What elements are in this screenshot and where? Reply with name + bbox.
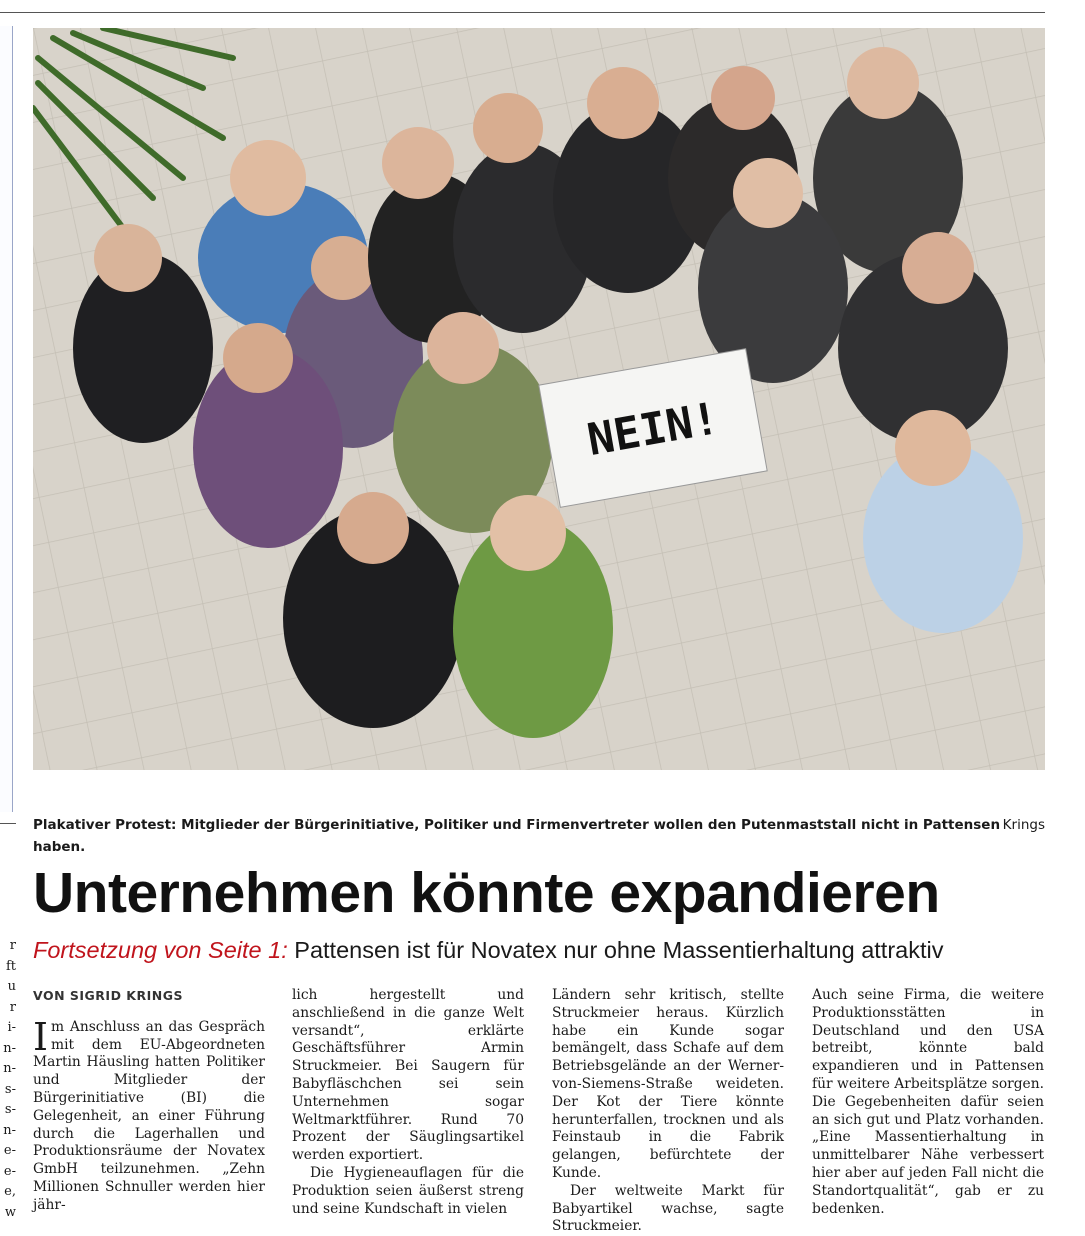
article-column-3: [552, 987, 784, 1236]
adjacent-column-text: r ft u r i- n- n- s- s- n- e- e- e, w: [3, 938, 16, 1220]
adjacent-column-box: [0, 26, 13, 812]
article-column-4: [812, 987, 1044, 1218]
group-photo-illustration: [33, 28, 1045, 770]
article-column-1: [33, 987, 265, 1215]
headline: Unternehmen könnte expandieren: [33, 861, 940, 925]
subheadline: [33, 933, 943, 967]
caption-text: Plakativer Protest: Mitglieder der Bürgerinitiative, Politiker und Firmenvertreter wollen den Putenmaststall nicht in Pattensen haben.: [33, 817, 1001, 855]
drop-cap: I: [33, 1014, 49, 1059]
paragraph: Die Hygieneauflagen für die Produktion seien äußerst streng und seine Kundschaft in vielen: [292, 1164, 524, 1217]
article-column-2: [292, 987, 524, 1218]
group-photo: [33, 28, 1045, 770]
author-byline: VON SIGRID KRINGS: [33, 988, 183, 1003]
paragraph: Der weltweite Markt für Babyartikel wachse, sagte Struckmeier.: [552, 1182, 784, 1235]
sign-text: NEIN!: [583, 392, 723, 467]
subheadline-text: Pattensen ist für Novatex nur ohne Massentierhaltung attraktiv: [294, 937, 944, 963]
photo-caption: [33, 814, 1045, 855]
adjacent-column-rule: [0, 823, 16, 824]
paragraph: lich hergestellt und anschließend in die ganze Welt versandt“, erklärte Geschäftsführer Armin Struckmeier. Bei Saugern für Babyfläschchen sei sein Unternehmen sogar Weltmarktführer. Rund 70 Prozent der Säuglingsartikel werden exportiert.: [292, 987, 524, 1164]
photo-credit: Krings: [1002, 817, 1045, 833]
paragraph: Ländern sehr kritisch, stellte Struckmeier heraus. Kürzlich habe ein Kunde sogar bemängelt, dass Schafe auf dem Betriebsgelände an der Werner-von-Siemens-Straße weideten. Der Kot der Tiere könnte herunterfallen, trocknen und als Feinstaub in die Fabrik gelangen, befürchtete der Kunde.: [552, 987, 784, 1181]
paragraph: Im Anschluss an das Gespräch mit dem EU-Abgeordneten Martin Häusling hatten Politiker und Mitglieder der Bürgerinitiative (BI) die Gelegenheit, an einer Führung durch die Lagerhallen und Produktionsräume der Novatex GmbH teilzunehmen. „Zehn Millionen Schnuller werden hier jähr-: [33, 1014, 265, 1213]
paragraph: Auch seine Firma, die weitere Produktionsstätten in Deutschland und den USA betreibt, könnte bald expandieren und in Pattensen für weitere Arbeitsplätze sorgen. Die Gegebenheiten dafür seien an sich gut und Platz vorhanden. „Eine Massentierhaltung in unmittelbarer Nähe verbessert hier aber auf jeden Fall nicht die Standortqualität“, gab er zu bedenken.: [812, 987, 1044, 1217]
continuation-kicker: Fortsetzung von Seite 1:: [33, 937, 288, 963]
top-rule: [0, 12, 1045, 13]
